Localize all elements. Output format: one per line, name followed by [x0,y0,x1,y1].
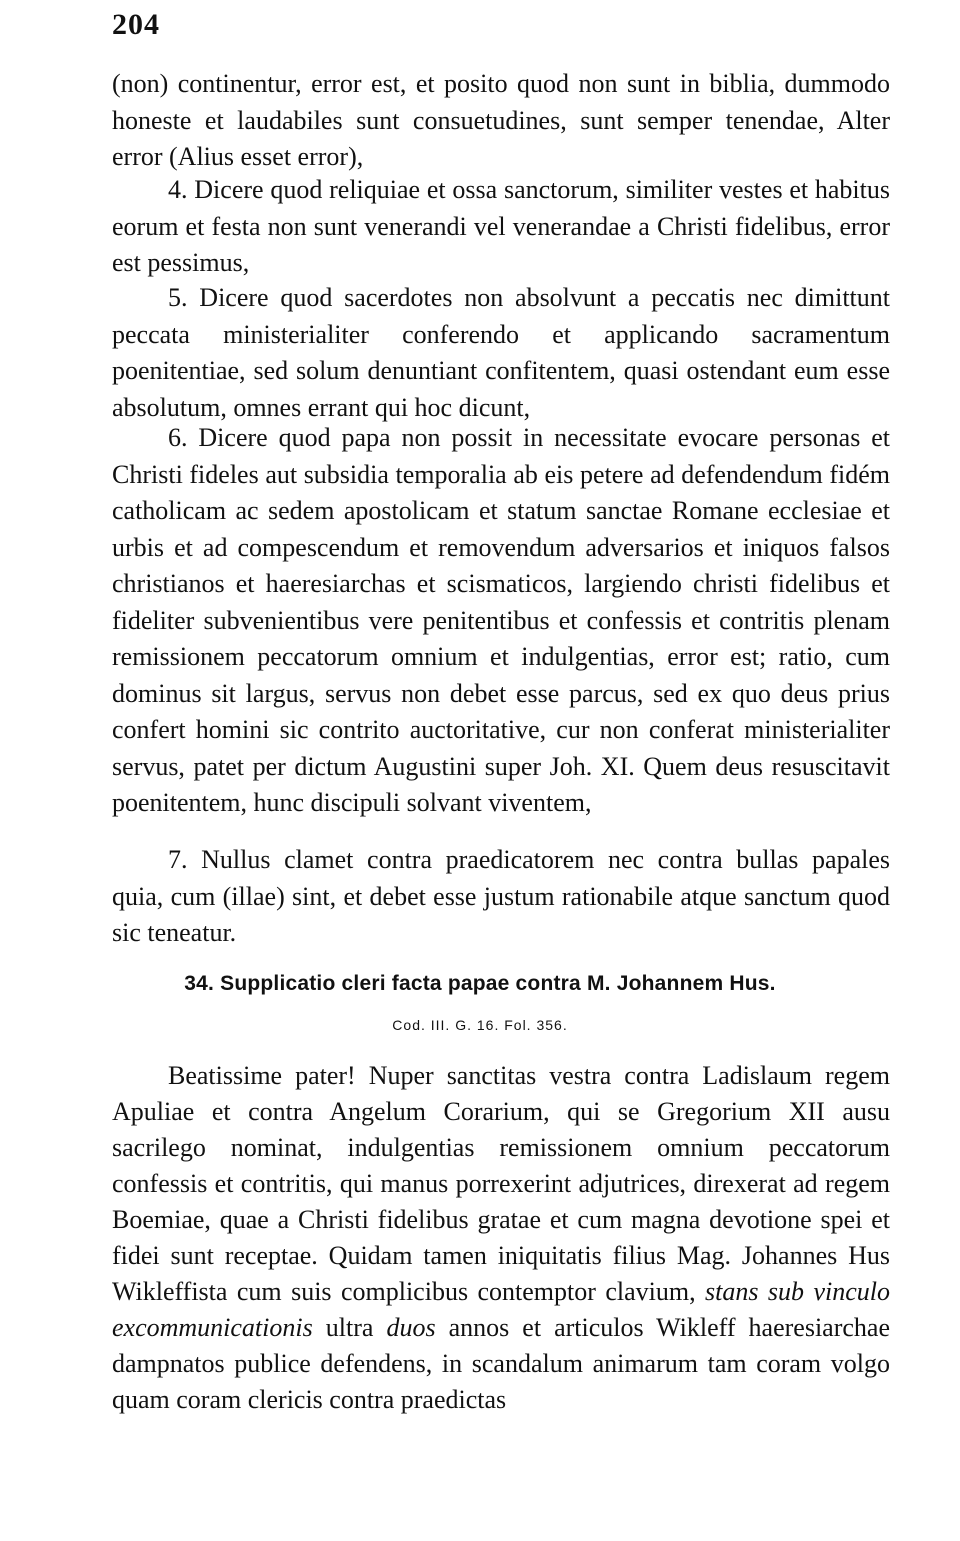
supplicatio-text-1: Beatissime pater! Nuper sanctitas vestra contra Ladislaum regem Apuliae et contra Angelum Corarium, qui se Gregorium XII ausu sacrilego nominat, indulgentias remissionem omnium peccatorum confessis et contritis, qui manus porrexerint adjutrices, direxerat ad regem Boemiae, quae a Christi fidelibus gratae et cum magna devotione spei et fidei sunt receptae. Quidam tamen iniquitatis filius Mag. Johannes Hus Wikleffista cum suis complicibus contemptor clavium, [112,1061,890,1306]
page-number: 204 [112,8,160,41]
paragraph-continued: (non) continentur, error est, et posito quod non sunt in biblia, dummodo honeste et laudabiles sunt consuetudines, sunt semper tenendae, Alter error (Alius esset error), [112,69,890,171]
article-7: 7. Nullus clamet contra praedicatorem nec contra bullas papales quia, cum (illae) sint, et debet esse justum rationabile atque sanctum quod sic teneatur. [112,845,890,947]
article-6: 6. Dicere quod papa non possit in necessitate evocare personas et Christi fideles aut subsidia temporalia ab eis petere ad defendendum fidém catholicam ac sedem apostolicam et statum sanctae Romane ecclesiae et urbis et ad compescendum et removendum adversarios et iniquos falsos christianos et haeresiarchas et scismaticos, largiendo christi fidelibus et fideliter subvenientibus vere penitentibus et confessis et contritis plenam remissionem peccatorum omnium et indulgentias, error est; ratio, cum dominus sit largus, servus non debet esse parcus, sed ex quo deus prius confert homini sic contrito auctoritative, cur non conferat ministerialiter servus, patet per dictum Augustini super Joh. XI. Quem deus resuscitavit poenitentem, hunc discipuli solvant viventem, [112,423,890,817]
supplicatio-text-2: ultra [325,1313,374,1342]
supplicatio-paragraph [112,1058,890,1418]
supplicatio-text-3: annos et articulos Wikleff haeresiarchae dampnatos publice defendens, in scandalum animarum tam coram volgo quam coram clericis contra praedictas [112,1313,890,1414]
italic-phrase-1: stans sub vinculo excommunicationis [112,1277,891,1342]
italic-phrase-2: duos [386,1313,436,1342]
document-heading: 34. Supplicatio cleri facta papae contra M. Johannem Hus. [184,972,776,995]
article-5: 5. Dicere quod sacerdotes non absolvunt a peccatis nec dimittunt peccata ministerialiter conferendo et applicando sacramentum poenitentiae, sed solum denuntiant confitentem, quasi ostendant eum esse absolutum, omnes errant qui hoc dicunt, [112,283,890,422]
article-4: 4. Dicere quod reliquiae et ossa sanctorum, similiter vestes et habitus eorum et festa non sunt venerandi vel venerandae a Christi fidelibus, error est pessimus, [112,175,890,277]
source-citation: Cod. III. G. 16. Fol. 356. [392,1017,568,1033]
